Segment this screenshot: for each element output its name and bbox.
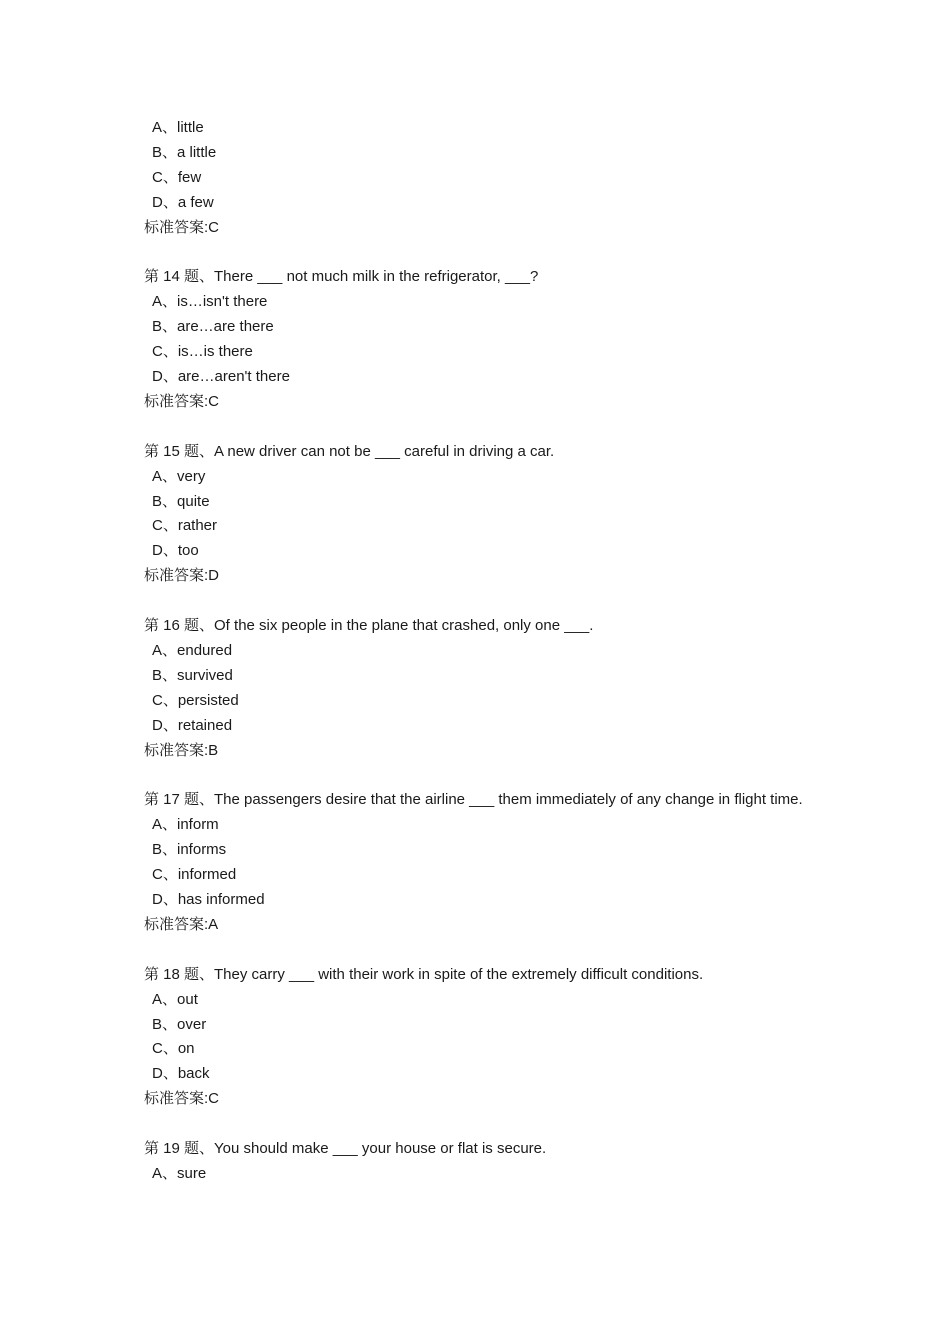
option-a: A、is…isn't there xyxy=(152,293,268,311)
standard-answer: 标准答案:A xyxy=(144,915,219,933)
option-b: B、over xyxy=(152,1015,207,1033)
question-block-19 xyxy=(144,1137,814,1187)
question-block-17 xyxy=(144,788,814,937)
option-a: A、out xyxy=(152,990,198,1008)
option-d: D、retained xyxy=(152,716,233,734)
question-list xyxy=(144,116,814,1187)
option-b: B、quite xyxy=(152,492,210,510)
question-block-18 xyxy=(144,963,814,1112)
question-text: 第 19 题、You should make ___ your house or flat is secure. xyxy=(144,1140,547,1158)
question-text: 第 14 题、There ___ not much milk in the refrigerator, ___? xyxy=(144,268,539,286)
option-c: C、persisted xyxy=(152,691,239,709)
option-d: D、are…aren't there xyxy=(152,368,290,386)
option-a: A、very xyxy=(152,467,206,485)
option-c: C、informed xyxy=(152,866,237,884)
option-d: D、has informed xyxy=(152,891,265,909)
question-text: 第 15 题、A new driver can not be ___ careful in driving a car. xyxy=(144,442,555,460)
option-a: A、little xyxy=(152,119,204,136)
question-block-13 xyxy=(144,116,814,241)
option-b: B、survived xyxy=(152,666,233,684)
option-b: B、a little xyxy=(152,143,217,161)
option-c: C、rather xyxy=(152,517,218,535)
question-block-16 xyxy=(144,614,814,763)
option-a: A、inform xyxy=(152,816,219,834)
option-c: C、is…is there xyxy=(152,343,253,361)
question-block-15 xyxy=(144,440,814,589)
option-c: C、few xyxy=(152,168,202,186)
option-b: B、are…are there xyxy=(152,318,274,336)
question-text: 第 17 题、The passengers desire that the airline ___ them immediately of any change in flight time. xyxy=(144,791,803,809)
standard-answer: 标准答案:C xyxy=(144,218,220,236)
question-block-14 xyxy=(144,265,814,414)
option-d: D、back xyxy=(152,1065,210,1083)
standard-answer: 标准答案:D xyxy=(144,567,220,585)
option-c: C、on xyxy=(152,1040,195,1058)
question-text: 第 18 题、They carry ___ with their work in spite of the extremely difficult conditions. xyxy=(144,965,704,983)
standard-answer: 标准答案:C xyxy=(144,392,220,410)
standard-answer: 标准答案:B xyxy=(144,741,219,759)
option-d: D、a few xyxy=(152,193,214,211)
option-a: A、sure xyxy=(152,1164,207,1182)
question-text: 第 16 题、Of the six people in the plane that crashed, only one ___. xyxy=(144,617,594,635)
option-a: A、endured xyxy=(152,641,233,659)
option-b: B、informs xyxy=(152,841,227,859)
option-d: D、too xyxy=(152,542,199,560)
standard-answer: 标准答案:C xyxy=(144,1090,220,1108)
